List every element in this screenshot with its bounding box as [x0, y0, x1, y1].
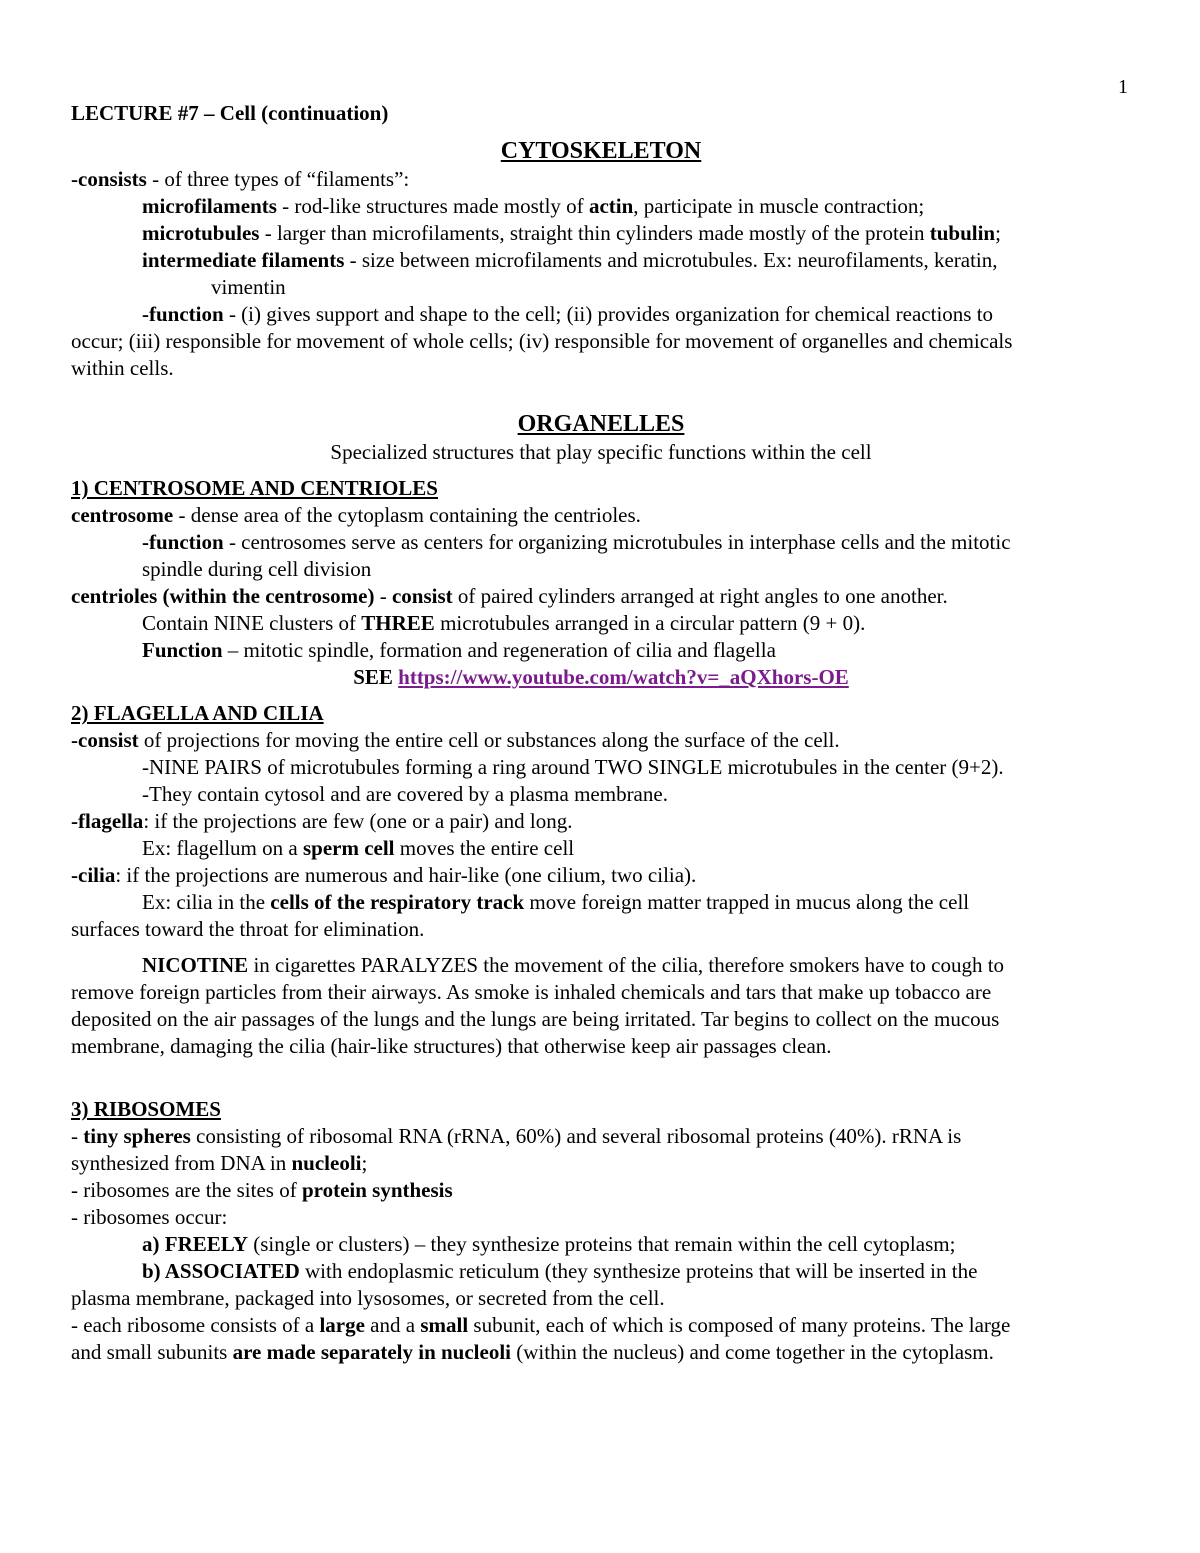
cytoskeleton-heading: CYTOSKELETON — [500, 138, 702, 164]
cyto-intro: -consists - of three types of “filaments”: — [71, 167, 410, 191]
youtube-link[interactable]: https://www.youtube.com/watch?v=_aQXhors-OE — [398, 665, 849, 689]
organelles-heading: ORGANELLES — [517, 411, 685, 437]
cilia-example-cont: surfaces toward the throat for elimination. — [71, 917, 425, 941]
subunit-cont: and small subunits are made separately in nucleoli (within the nucleus) and come together in the cytoplasm. — [71, 1340, 994, 1364]
cilia-example-line: Ex: cilia in the cells of the respiratory track move foreign matter trapped in mucus along the cell — [142, 890, 970, 914]
nicotine-cont-3: membrane, damaging the cilia (hair-like structures) that otherwise keep air passages clean. — [71, 1034, 832, 1058]
subunit-line: - each ribosome consists of a large and a small subunit, each of which is composed of many proteins. The large — [71, 1313, 1011, 1337]
nicotine-cont-1: remove foreign particles from their airways. As smoke is inhaled chemicals and tars that make up tobacco are — [71, 980, 992, 1004]
centrioles-contain-line: Contain NINE clusters of THREE microtubules arranged in a circular pattern (9 + 0). — [142, 611, 866, 635]
microtubules-line: microtubules - larger than microfilaments, straight thin cylinders made mostly of the protein tubulin; — [142, 221, 1001, 245]
intermediate-filaments-line: intermediate filaments - size between microfilaments and microtubules. Ex: neurofilaments, keratin, — [142, 248, 998, 272]
microfilaments-line: microfilaments - rod-like structures made mostly of actin, participate in muscle contraction; — [142, 194, 925, 218]
cilia-line: -cilia: if the projections are numerous and hair-like (one cilium, two cilia). — [71, 863, 697, 887]
cyto-function-cont-2: within cells. — [71, 356, 174, 380]
section-3-heading: 3) RIBOSOMES — [71, 1097, 221, 1121]
freely-line: a) FREELY (single or clusters) – they synthesize proteins that remain within the cell cytoplasm; — [142, 1232, 956, 1256]
associated-line: b) ASSOCIATED with endoplasmic reticulum (they synthesize proteins that will be inserted in the — [142, 1259, 978, 1283]
section-2-heading: 2) FLAGELLA AND CILIA — [71, 701, 324, 725]
ribosomes-occur-line: - ribosomes occur: — [71, 1205, 228, 1229]
nicotine-cont-2: deposited on the air passages of the lungs and the lungs are being irritated. Tar begins to collect on the mucous — [71, 1007, 1000, 1031]
lecture-title: LECTURE #7 – Cell (continuation) — [71, 101, 389, 125]
see-link-line: SEE https://www.youtube.com/watch?v=_aQXhors-OE — [353, 665, 849, 689]
organelles-subtitle: Specialized structures that play specific functions within the cell — [330, 440, 872, 464]
flagella-example-line: Ex: flagellum on a sperm cell moves the entire cell — [142, 836, 575, 860]
document-body — [71, 100, 1131, 1366]
page-number: 1 — [1118, 76, 1128, 98]
protein-synthesis-line: - ribosomes are the sites of protein synthesis — [71, 1178, 453, 1202]
cyto-function-cont-1: occur; (iii) responsible for movement of whole cells; (iv) responsible for movement of organelles and chemicals — [71, 329, 1013, 353]
nine-pairs-line: -NINE PAIRS of microtubules forming a ring around TWO SINGLE microtubules in the center (9+2). — [142, 755, 1004, 779]
intermediate-filaments-cont: vimentin — [211, 275, 286, 299]
flagella-line: -flagella: if the projections are few (one or a pair) and long. — [71, 809, 573, 833]
centrosome-function-line: -function - centrosomes serve as centers for organizing microtubules in interphase cells and the mitotic — [142, 530, 1011, 554]
centrosome-function-cont: spindle during cell division — [142, 557, 372, 581]
centrioles-function-line: Function – mitotic spindle, formation and regeneration of cilia and flagella — [142, 638, 776, 662]
cytosol-line: -They contain cytosol and are covered by a plasma membrane. — [142, 782, 668, 806]
centrioles-line: centrioles (within the centrosome) - consist of paired cylinders arranged at right angles to one another. — [71, 584, 948, 608]
section-1-heading: 1) CENTROSOME AND CENTRIOLES — [71, 476, 438, 500]
cyto-function-line: -function - (i) gives support and shape to the cell; (ii) provides organization for chemical reactions to — [142, 302, 994, 326]
associated-cont: plasma membrane, packaged into lysosomes, or secreted from the cell. — [71, 1286, 665, 1310]
flagella-consist-line: -consist of projections for moving the entire cell or substances along the surface of the cell. — [71, 728, 840, 752]
tiny-spheres-line: - tiny spheres consisting of ribosomal RNA (rRNA, 60%) and several ribosomal proteins (40%). rRNA is — [71, 1124, 962, 1148]
tiny-spheres-cont: synthesized from DNA in nucleoli; — [71, 1151, 368, 1175]
nicotine-line: NICOTINE in cigarettes PARALYZES the movement of the cilia, therefore smokers have to cough to — [142, 953, 1005, 977]
centrosome-line: centrosome - dense area of the cytoplasm containing the centrioles. — [71, 503, 641, 527]
